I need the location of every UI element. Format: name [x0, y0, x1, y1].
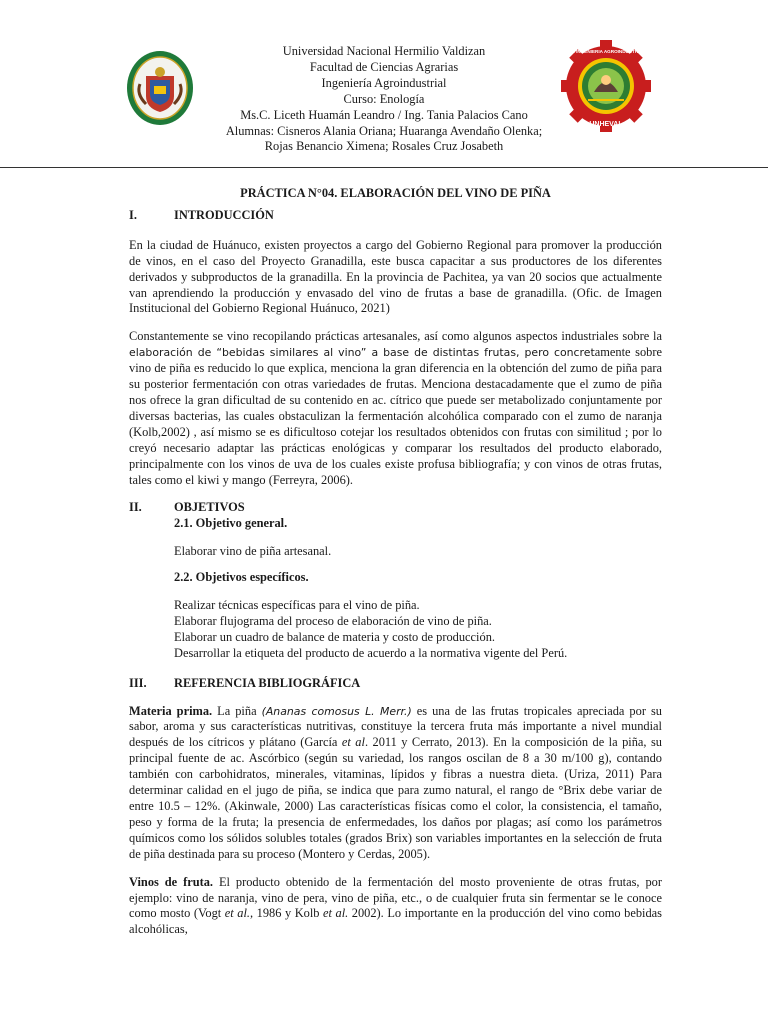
text-run: elaboración de “bebidas similares al vino” a base de distintas frutas, pero concret: [129, 346, 595, 360]
text-run: La piña: [212, 703, 262, 718]
logo-top-text: C.P. INGENIERIA AGROINDUSTRIAL: [566, 49, 646, 54]
paragraph-label: Materia prima.: [129, 703, 213, 718]
logo-bottom-text: UNHEVAL: [589, 121, 623, 128]
vinos-fruta-paragraph: [129, 875, 662, 939]
header-divider: [0, 167, 768, 168]
section-title: OBJETIVOS: [174, 500, 245, 515]
section-title: INTRODUCCIÓN: [174, 207, 274, 222]
text-run: et al: [341, 735, 365, 750]
section-heading-referencia: [129, 676, 662, 692]
section-heading-intro: [129, 208, 662, 224]
list-item: Realizar técnicas específicas para el vino de piña.: [174, 598, 420, 613]
section-number: I.: [129, 207, 137, 222]
text-run: 2002). Lo importante en la producción del vino como bebidas alcohólicas,: [129, 906, 663, 937]
header-block: [200, 44, 568, 155]
text-run: es una de las frutas tropicales apreciada por su sabor, aroma y sus características nutritivas, constituye la tercera fruta más importante a nivel mundial después de los cítricos y plátano (García: [129, 703, 662, 750]
section-title: REFERENCIA BIBLIOGRÁFICA: [174, 675, 361, 690]
list-item: Elaborar flujograma del proceso de elaboración de vino de piña.: [174, 613, 492, 628]
header-line: Alumnas: Cisneros Alania Oriana; Huaranga Avendaño Olenka;: [225, 123, 543, 138]
text-run: et al.,: [224, 906, 254, 921]
text-run: Constantemente se vino recopilando prácticas artesanales, así como algunos aspectos industriales sobre la: [129, 329, 662, 344]
materia-prima-paragraph: [129, 704, 662, 863]
header-line: Rojas Benancio Ximena; Rosales Cruz Josabeth: [264, 139, 504, 154]
text-run: amente sobre vino de piña es reducido lo que explica, menciona la gran diferencia en la obtención del zumo de piña para su posterior fermentación con otras variedades de frutas. Menciona destacadamente que el zumo de piña nos ofrece la gran dificultad de su contenido en ac. cítrico que puede ser metabolizado conjuntamente por diversas bacterias, las cuales obstaculizan la fermentación alcohólica comparado con el zumo de naranja (Kolb,2002) , así mismo se es dificultoso cotejar los resultados obtenidos con frutas con similitud ; por lo creyó necesario adaptar las prácticas enológicas y comparar los resultados del producto elaborado, principalmente con los vinos de uva de los cuales existe profusa bibliografía; y con vinos de otras frutas, tales como el kiwi y mango (Ferreyra, 2006).: [129, 345, 662, 487]
text-run: . 2011 y Cerrato, 2013). En la composición de la piña, su principal fuente de ac. Ascórbico (según su variedad, los rangos oscilan de 8 a 30 m/100 g), contando también con carbohidratos, minerales, vitaminas, lípidos y fibras a nuestra dieta. (Uriza, 2011) Para determinar calidad en el jugo de piña, se indica que para zumo natural, el rango de °Brix debe variar de entre 10.5 – 12%. (Akinwale, 2000) Las características físicas como el color, la consistencia, el tamaño, peso y forma de la fruta; la presencia de enfermedades, los daños por plagas; así como los parámetros químicos como los sólidos solubles totales (grados Brix) son variables importantes en la selección de fruta de piña destinada para su proceso (Montero y Cerdas, 2005).: [129, 735, 662, 861]
university-seal-logo: [126, 50, 194, 126]
text-run: El producto obtenido de la fermentación del mosto proveniente de otras frutas, por ejemplo: vino de naranja, vino de pera, vino de piña, etc., o de cualquier fruta sin fermentar se le conoce como mosto (Vogt: [129, 874, 662, 921]
faculty-gear-logo: [561, 40, 651, 132]
list-item: Desarrollar la etiqueta del producto de acuerdo a la normativa vigente del Perú.: [174, 645, 568, 660]
header-line: Facultad de Ciencias Agrarias: [309, 59, 459, 74]
paragraph-label: Vinos de fruta.: [129, 874, 214, 889]
scientific-name: (Ananas comosus L. Merr.): [261, 704, 412, 718]
section-number: III.: [129, 675, 147, 690]
header-line: Ingeniería Agroindustrial: [321, 75, 447, 90]
intro-paragraph-1: En la ciudad de Huánuco, existen proyectos a cargo del Gobierno Regional para promover la producción de vinos, en el caso del Proyecto Granadilla, este busca capacitar a sus productores de los diferentes derivados y subproductos de la granadilla. En la provincia de Pachitea, ya van 20 socios que actualmente van aprendiendo la producción y envasado del vino de frutas a base de granadilla. (Ofic. de Imagen Institucional del Gobierno Regional Huánuco, 2021): [129, 237, 662, 316]
text-run: 1986 y Kolb: [253, 906, 324, 921]
section-number: II.: [129, 500, 142, 515]
intro-paragraph-2: [129, 329, 662, 488]
section-heading-objetivos: [129, 500, 662, 516]
objective-general-text: Elaborar vino de piña artesanal.: [174, 544, 332, 559]
subsection-heading: 2.1. Objetivo general.: [174, 516, 288, 531]
header-line: Curso: Enología: [343, 91, 425, 106]
subsection-heading: 2.2. Objetivos específicos.: [174, 570, 309, 585]
text-run: et al.: [323, 906, 349, 921]
list-item: Elaborar un cuadro de balance de materia y costo de producción.: [174, 629, 495, 644]
document-body: [129, 186, 662, 938]
header-line: Universidad Nacional Hermilio Valdizan: [282, 44, 486, 58]
header-line: Ms.C. Liceth Huamán Leandro / Ing. Tania Palacios Cano: [240, 107, 528, 122]
practice-title: PRÁCTICA N°04. ELABORACIÓN DEL VINO DE PIÑA: [240, 186, 551, 200]
